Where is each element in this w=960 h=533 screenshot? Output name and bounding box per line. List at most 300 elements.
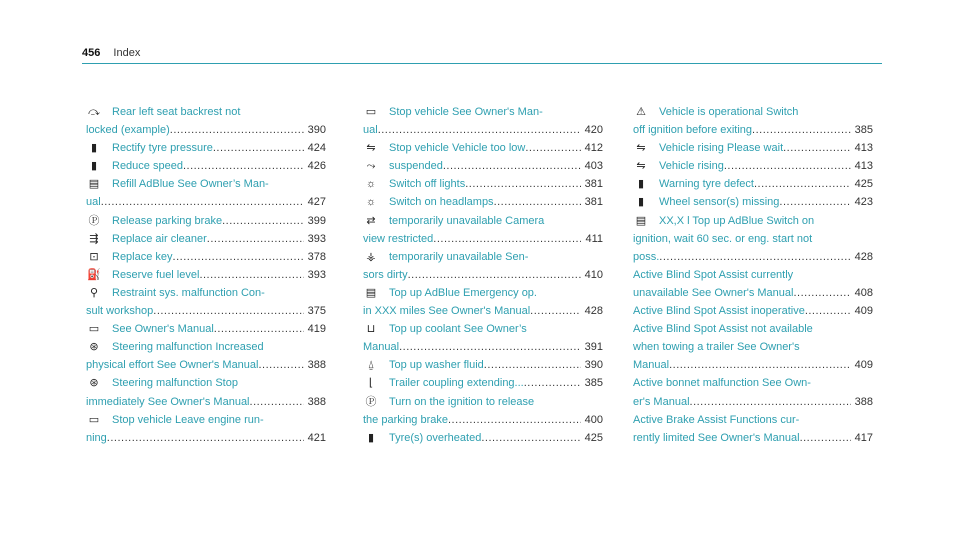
index-entry-text[interactable]: rently limited See Owner's Manual xyxy=(633,431,800,444)
index-entry-line xyxy=(633,248,873,266)
index-entry-page: 420 xyxy=(584,124,603,137)
index-entry-page: 408 xyxy=(854,286,873,299)
index-entry-text[interactable]: Stop vehicle See Owner's Man- xyxy=(389,106,543,118)
index-entry-text[interactable]: poss. xyxy=(633,250,660,263)
dot-leader xyxy=(222,212,304,230)
index-entry-leader xyxy=(659,139,851,157)
index-entry-leader xyxy=(86,356,304,374)
index-entry-text[interactable]: Active bonnet malfunction See Own- xyxy=(633,377,811,390)
index-entry-leader xyxy=(659,157,851,175)
index-entry-line xyxy=(363,356,603,374)
index-entry-text[interactable]: sors dirty xyxy=(363,268,408,281)
index-entry-text[interactable]: Active Blind Spot Assist currently xyxy=(633,268,794,281)
sensor-icon: ⚶ xyxy=(366,250,376,263)
index-entry-page: 393 xyxy=(307,232,326,245)
index-column-1 xyxy=(86,103,326,447)
index-entry-line xyxy=(363,266,603,284)
index-entry-page: 385 xyxy=(584,377,603,390)
index-entry-line xyxy=(633,157,873,175)
index-entry-leader xyxy=(363,338,581,356)
index-entry xyxy=(363,248,603,284)
index-entry xyxy=(363,284,603,320)
index-entry xyxy=(633,175,873,193)
index-entry-leader xyxy=(633,302,851,320)
index-entry-leader xyxy=(112,266,304,284)
index-entry-line xyxy=(363,248,603,266)
index-entry-text[interactable]: Stop vehicle Vehicle too low xyxy=(389,142,526,155)
index-entry xyxy=(363,175,603,193)
index-entry-page: 375 xyxy=(307,305,326,318)
index-entry-text[interactable]: Manual xyxy=(363,341,400,354)
index-entry-text[interactable]: Steering malfunction Increased xyxy=(112,341,264,354)
index-entry xyxy=(86,284,326,320)
index-entry-line xyxy=(86,157,326,175)
index-entry-page: 388 xyxy=(307,359,326,372)
dot-leader xyxy=(525,139,580,157)
index-entry-line xyxy=(86,212,326,230)
index-entry-text[interactable]: Turn on the ignition to release xyxy=(389,395,535,408)
index-entry-text[interactable]: Release parking brake xyxy=(112,214,223,227)
index-entry-line xyxy=(633,175,873,193)
index-entry-line xyxy=(363,193,603,211)
index-entry xyxy=(363,356,603,374)
index-entry-page: 423 xyxy=(854,196,873,209)
dot-leader xyxy=(494,193,581,211)
index-entry-text[interactable]: Rectify tyre pressure xyxy=(112,142,213,155)
index-entry-page: 381 xyxy=(584,196,603,209)
dot-leader xyxy=(484,356,581,374)
index-entry-text[interactable]: Vehicle rising xyxy=(659,160,724,173)
index-entry-page: 419 xyxy=(307,323,326,336)
adblue-icon: ▤ xyxy=(635,214,647,227)
index-entry-leader xyxy=(112,230,304,248)
index-entry-page: 411 xyxy=(585,232,603,245)
index-entry-leader xyxy=(86,302,304,320)
index-entry-line xyxy=(363,338,603,356)
washer-fluid-icon: ⍙ xyxy=(367,359,375,372)
index-entry-line xyxy=(86,356,326,374)
index-entry-page: 381 xyxy=(584,178,603,191)
index-entry-leader xyxy=(659,175,851,193)
index-entry-text[interactable]: sult workshop xyxy=(86,305,154,318)
vehicle-display-icon: ▭ xyxy=(365,106,377,118)
dot-leader xyxy=(465,175,580,193)
index-entry-page: 421 xyxy=(307,431,326,444)
index-entry xyxy=(633,374,873,410)
warning-triangle-icon: ⚠ xyxy=(636,106,646,118)
index-entry xyxy=(86,374,326,410)
trailer-coupling-icon: ⌊ xyxy=(368,377,374,390)
dot-leader xyxy=(107,429,304,447)
index-entry xyxy=(633,103,873,139)
index-entry-line xyxy=(633,411,873,429)
tyre-pressure-icon: ▮ xyxy=(90,142,98,155)
dot-leader xyxy=(153,302,303,320)
dot-leader xyxy=(183,157,304,175)
index-entry xyxy=(86,320,326,338)
index-entry-text[interactable]: when towing a trailer See Owner's xyxy=(633,341,800,354)
dot-leader xyxy=(793,284,850,302)
index-entry-text[interactable]: Reserve fuel level xyxy=(112,268,200,281)
index-entry-page: 428 xyxy=(584,305,603,318)
index-entry-leader xyxy=(86,429,304,447)
index-entry-line xyxy=(633,393,873,411)
index-entry-leader xyxy=(363,411,581,429)
index-entry-line xyxy=(633,356,873,374)
index-entry-text[interactable]: locked (example) xyxy=(86,124,170,137)
dot-leader xyxy=(481,429,580,447)
index-entry-page: 427 xyxy=(307,196,326,209)
index-entry-leader xyxy=(633,284,851,302)
index-entry-line xyxy=(86,393,326,411)
index-entry-text[interactable]: Warning tyre defect xyxy=(659,178,754,191)
index-entry xyxy=(363,157,603,175)
dot-leader xyxy=(199,266,303,284)
dot-leader xyxy=(207,230,304,248)
dot-leader xyxy=(779,193,850,211)
vehicle-level-icon: ⇋ xyxy=(366,142,376,155)
index-entry xyxy=(86,157,326,175)
index-entry-text[interactable]: immediately See Owner's Manual xyxy=(86,395,250,408)
index-entry-text[interactable]: Restraint sys. malfunction Con- xyxy=(112,286,265,299)
index-entry-text[interactable]: Top up washer fluid xyxy=(389,359,484,372)
index-entry xyxy=(86,175,326,211)
vehicle-level-icon: ⇋ xyxy=(636,160,646,173)
index-entry-line xyxy=(363,320,603,338)
dot-leader xyxy=(408,266,581,284)
index-entry-text[interactable]: Refill AdBlue See Owner’s Man- xyxy=(112,178,269,191)
index-entry-text[interactable]: XX,X l Top up AdBlue Switch on xyxy=(659,214,815,227)
suspension-icon: ⤳ xyxy=(366,160,376,173)
index-entry-line xyxy=(86,121,326,139)
vehicle-display-icon: ▭ xyxy=(88,413,100,426)
parking-brake-icon: Ⓟ xyxy=(88,214,100,227)
light-icon: ☼ xyxy=(365,178,377,191)
index-entry-page: 413 xyxy=(854,160,873,173)
index-entry-text[interactable]: view restricted xyxy=(363,232,434,245)
index-entry-line xyxy=(363,393,603,411)
index-entry-page: 400 xyxy=(584,413,603,426)
steering-wheel-icon: ⊛ xyxy=(89,341,99,354)
index-entry-page: 399 xyxy=(307,214,326,227)
index-entry-text[interactable]: physical effort See Owner's Manual xyxy=(86,359,259,372)
index-entry-page: 378 xyxy=(307,250,326,263)
index-entry-text[interactable]: ning xyxy=(86,431,107,444)
dot-leader xyxy=(250,393,304,411)
index-entry-text[interactable]: in XXX miles See Owner's Manual xyxy=(363,305,531,318)
index-entry-page: 409 xyxy=(854,305,873,318)
index-entry-text[interactable]: Vehicle rising Please wait xyxy=(659,142,784,155)
index-entry-line xyxy=(633,103,873,121)
index-entry-page: 409 xyxy=(854,359,873,372)
index-entry xyxy=(633,411,873,447)
index-entry-line xyxy=(86,338,326,356)
index-entry xyxy=(363,429,603,447)
dot-leader xyxy=(399,338,581,356)
index-entry-text[interactable]: Active Brake Assist Functions cur- xyxy=(633,413,800,426)
index-entry-text[interactable]: ignition, wait 60 sec. or eng. start not xyxy=(633,232,813,245)
index-entry-leader xyxy=(363,266,581,284)
index-entry-text[interactable]: Reduce speed xyxy=(112,160,183,173)
index-entry xyxy=(86,411,326,447)
index-entry-line xyxy=(363,121,603,139)
dot-leader xyxy=(443,157,581,175)
index-entry-line xyxy=(86,411,326,429)
index-entry-text[interactable]: Trailer coupling extending... xyxy=(389,377,524,390)
index-entry-page: 417 xyxy=(854,431,873,444)
index-entry-text[interactable]: Rear left seat backrest not xyxy=(112,106,241,118)
index-entry-text[interactable]: Steering malfunction Stop xyxy=(112,377,238,390)
index-entry-text[interactable]: the parking brake xyxy=(363,413,448,426)
dot-leader xyxy=(101,193,304,211)
index-entry-line xyxy=(86,284,326,302)
index-entry xyxy=(86,103,326,139)
index-entry-leader xyxy=(633,356,851,374)
dot-leader xyxy=(213,139,304,157)
airbag-icon: ⚲ xyxy=(89,286,99,299)
index-entry-line xyxy=(363,302,603,320)
index-entry-line xyxy=(86,302,326,320)
index-entry xyxy=(633,157,873,175)
index-entry xyxy=(363,139,603,157)
index-entry-page: 390 xyxy=(307,124,326,137)
index-entry-text[interactable]: ual xyxy=(363,124,378,137)
index-entry-text[interactable]: suspended xyxy=(389,160,443,173)
index-entry-line xyxy=(86,429,326,447)
dot-leader xyxy=(724,157,851,175)
index-entry-line xyxy=(86,139,326,157)
index-entry-leader xyxy=(112,248,304,266)
index-entry-text[interactable]: Top up coolant See Owner’s xyxy=(389,323,527,336)
dot-leader xyxy=(530,302,580,320)
steering-wheel-icon: ⊛ xyxy=(89,377,99,390)
index-entry xyxy=(633,139,873,157)
index-entry-line xyxy=(633,374,873,392)
adblue-icon: ▤ xyxy=(365,286,377,299)
vehicle-level-icon: ⇋ xyxy=(636,142,646,155)
index-entry-leader xyxy=(659,193,851,211)
index-entry-text[interactable]: Tyre(s) overheated xyxy=(389,431,482,444)
index-entry-leader xyxy=(389,193,581,211)
index-entry-page: 413 xyxy=(854,142,873,155)
index-entry-line xyxy=(86,175,326,193)
dot-leader xyxy=(805,302,851,320)
index-entry-text[interactable]: Replace air cleaner xyxy=(112,232,207,245)
index-entry-page: 388 xyxy=(854,395,873,408)
index-entry-line xyxy=(86,193,326,211)
index-entry-page: 403 xyxy=(584,160,603,173)
index-entry-line xyxy=(633,302,873,320)
index-entry-page: 424 xyxy=(307,142,326,155)
index-entry-page: 388 xyxy=(307,395,326,408)
air-filter-icon: ⇶ xyxy=(89,232,99,245)
index-entry-page: 426 xyxy=(307,160,326,173)
index-entry-line xyxy=(363,429,603,447)
index-entry-leader xyxy=(112,320,304,338)
index-entry xyxy=(86,230,326,248)
index-entry-leader xyxy=(389,157,581,175)
fuel-pump-icon: ⛽ xyxy=(87,268,101,281)
dot-leader xyxy=(173,248,304,266)
index-entry-line xyxy=(363,230,603,248)
index-entry-leader xyxy=(112,157,304,175)
index-entry-leader xyxy=(633,429,851,447)
index-entry-line xyxy=(363,175,603,193)
index-entry-text[interactable]: Wheel sensor(s) missing xyxy=(659,196,780,209)
index-entry-text[interactable]: er's Manual xyxy=(633,395,690,408)
index-entry-line xyxy=(86,374,326,392)
index-entry-page: 391 xyxy=(584,341,603,354)
page-number: 456 xyxy=(82,47,101,59)
index-column-2 xyxy=(363,103,603,447)
index-entry-line xyxy=(633,284,873,302)
index-entry-page: 410 xyxy=(584,268,603,281)
index-entry-text[interactable]: Stop vehicle Leave engine run- xyxy=(112,413,264,426)
coolant-icon: ⊔ xyxy=(366,323,376,336)
camera-icon: ⇄ xyxy=(366,214,376,227)
index-entry-line xyxy=(86,230,326,248)
index-entry-leader xyxy=(633,121,851,139)
dot-leader xyxy=(448,411,581,429)
dot-leader xyxy=(378,121,581,139)
index-entry xyxy=(86,338,326,374)
index-entry-leader xyxy=(363,230,581,248)
dot-leader xyxy=(800,429,851,447)
index-entry-page: 425 xyxy=(584,431,603,444)
index-entry xyxy=(363,393,603,429)
index-entry-leader xyxy=(363,121,581,139)
index-entry-page: 425 xyxy=(854,178,873,191)
index-entry-line xyxy=(86,320,326,338)
index-entry-text[interactable]: Manual xyxy=(633,359,670,372)
index-entry xyxy=(86,139,326,157)
index-entry-leader xyxy=(86,193,304,211)
index-entry-page: 385 xyxy=(854,124,873,137)
index-entry-line xyxy=(633,429,873,447)
index-entry xyxy=(633,266,873,302)
page-title: Index xyxy=(113,47,141,59)
dot-leader xyxy=(690,393,851,411)
index-entry-line xyxy=(363,212,603,230)
header-divider xyxy=(82,63,882,64)
index-entry-text[interactable]: temporarily unavailable Camera xyxy=(389,214,545,227)
index-entry-line xyxy=(86,266,326,284)
index-entry-line xyxy=(86,248,326,266)
index-entry-line xyxy=(633,212,873,230)
index-entry-leader xyxy=(363,302,581,320)
tyre-pressure-icon: ▮ xyxy=(367,431,375,444)
index-entry-leader xyxy=(389,175,581,193)
index-entry xyxy=(86,266,326,284)
adblue-icon: ▤ xyxy=(88,178,100,191)
index-entry-line xyxy=(633,266,873,284)
index-entry-text[interactable]: Switch off lights xyxy=(389,178,466,191)
index-entry-line xyxy=(633,338,873,356)
index-entry xyxy=(86,248,326,266)
index-entry xyxy=(633,193,873,211)
dot-leader xyxy=(214,320,304,338)
index-entry-text[interactable]: unavailable See Owner's Manual xyxy=(633,286,794,299)
index-entry-line xyxy=(363,103,603,121)
index-entry-line xyxy=(86,103,326,121)
index-entry-line xyxy=(633,230,873,248)
index-entry-text[interactable]: Top up AdBlue Emergency op. xyxy=(389,286,537,299)
index-entry-page: 390 xyxy=(584,359,603,372)
index-entry-text[interactable]: Active Blind Spot Assist inoperative xyxy=(633,305,805,318)
dot-leader xyxy=(754,175,851,193)
index-entry-line xyxy=(633,320,873,338)
index-entry xyxy=(363,374,603,392)
index-entry xyxy=(633,212,873,266)
index-entry xyxy=(363,103,603,139)
dot-leader xyxy=(659,248,850,266)
seat-belt-icon: ⤼ xyxy=(88,106,100,118)
tyre-pressure-icon: ▮ xyxy=(637,196,645,209)
index-entry xyxy=(363,212,603,248)
index-entry-leader xyxy=(633,248,851,266)
index-entry-line xyxy=(633,193,873,211)
index-entry-page: 428 xyxy=(854,250,873,263)
index-entry-line xyxy=(363,284,603,302)
index-entry-line xyxy=(363,139,603,157)
tyre-pressure-icon: ▮ xyxy=(637,178,645,191)
index-entry-line xyxy=(363,411,603,429)
index-entry-page: 412 xyxy=(584,142,603,155)
index-entry-leader xyxy=(86,121,304,139)
index-entry-text[interactable]: temporarily unavailable Sen- xyxy=(389,250,529,263)
index-entry-text[interactable]: off ignition before exiting xyxy=(633,124,753,137)
light-icon: ☼ xyxy=(365,196,377,209)
index-entry-leader xyxy=(389,139,581,157)
index-entry xyxy=(363,193,603,211)
index-entry-page: 393 xyxy=(307,268,326,281)
index-entry xyxy=(86,212,326,230)
index-entry-line xyxy=(633,121,873,139)
index-entry-line xyxy=(633,139,873,157)
index-entry-line xyxy=(363,157,603,175)
index-entry xyxy=(633,302,873,320)
index-entry-leader xyxy=(389,374,581,392)
index-entry-line xyxy=(363,374,603,392)
dot-leader xyxy=(433,230,581,248)
page-header xyxy=(82,46,882,64)
index-entry xyxy=(363,320,603,356)
index-entry-leader xyxy=(86,393,304,411)
index-entry-text[interactable]: Replace key xyxy=(112,250,173,263)
dot-leader xyxy=(524,374,581,392)
index-entry-text[interactable]: Switch on headlamps xyxy=(389,196,494,209)
index-entry-leader xyxy=(389,429,581,447)
parking-brake-icon: Ⓟ xyxy=(365,395,377,408)
index-entry-text[interactable]: Active Blind Spot Assist not available xyxy=(633,323,813,336)
dot-leader xyxy=(170,121,304,139)
index-entry-text[interactable]: Vehicle is operational Switch xyxy=(659,106,799,118)
index-entry-text[interactable]: ual xyxy=(86,196,101,209)
key-icon: ⊡ xyxy=(89,250,99,263)
dot-leader xyxy=(752,121,851,139)
index-entry-leader xyxy=(633,393,851,411)
index-entry-leader xyxy=(112,212,304,230)
dot-leader xyxy=(258,356,303,374)
dot-leader xyxy=(669,356,851,374)
index-entry xyxy=(633,320,873,374)
index-entry-text[interactable]: See Owner's Manual xyxy=(112,323,214,336)
vehicle-display-icon: ▭ xyxy=(88,323,100,336)
tyre-pressure-icon: ▮ xyxy=(90,160,98,173)
index-column-3 xyxy=(633,103,873,447)
index-entry-leader xyxy=(389,356,581,374)
dot-leader xyxy=(783,139,851,157)
